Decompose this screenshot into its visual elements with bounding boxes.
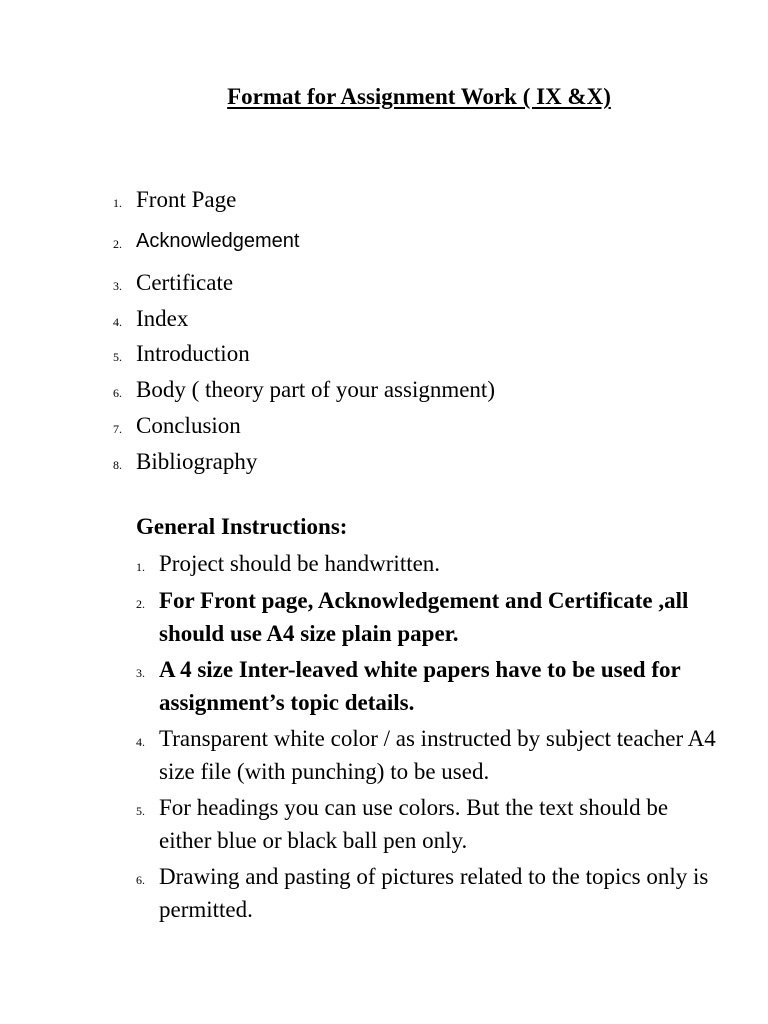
document-title: Format for Assignment Work ( IX &X) <box>227 84 611 109</box>
list-text: Index <box>136 306 189 331</box>
list-number: 3. <box>136 666 145 680</box>
list-number: 5. <box>113 350 122 364</box>
list-text: Certificate <box>136 270 234 295</box>
list-number: 1. <box>113 196 122 210</box>
list-number: 5. <box>136 804 145 818</box>
list-number: 3. <box>113 279 122 293</box>
list-text: Conclusion <box>136 413 241 438</box>
list-text: Acknowledgement <box>136 230 300 252</box>
list-number: 6. <box>113 386 122 400</box>
list-text: Bibliography <box>136 449 258 474</box>
list-number: 7. <box>113 422 122 436</box>
instruction-item: For Front page, Acknowledgement and Certificate ,all should use A4 size plain paper. <box>159 588 689 646</box>
instruction-item: For headings you can use colors. But the text should be either blue or black ball pen only. <box>159 795 669 853</box>
list-number: 4. <box>113 315 122 329</box>
instruction-item: Project should be handwritten. <box>159 551 441 576</box>
list-number: 2. <box>136 597 145 611</box>
list-number: 2. <box>113 237 122 251</box>
list-text: Front Page <box>136 187 237 212</box>
list-number: 1. <box>136 560 145 574</box>
list-text: Body ( theory part of your assignment) <box>136 377 495 402</box>
list-number: 6. <box>136 873 145 887</box>
list-number: 8. <box>113 458 122 472</box>
list-text: Introduction <box>136 341 250 366</box>
instructions-heading: General Instructions: <box>136 514 348 539</box>
instruction-item: A 4 size Inter-leaved white papers have to be used for assignment’s topic details. <box>159 657 681 715</box>
list-number: 4. <box>136 735 145 749</box>
instruction-item: Transparent white color / as instructed by subject teacher A4 size file (with punching) to be used. <box>159 726 716 784</box>
instruction-item: Drawing and pasting of pictures related to the topics only is permitted. <box>159 864 709 922</box>
